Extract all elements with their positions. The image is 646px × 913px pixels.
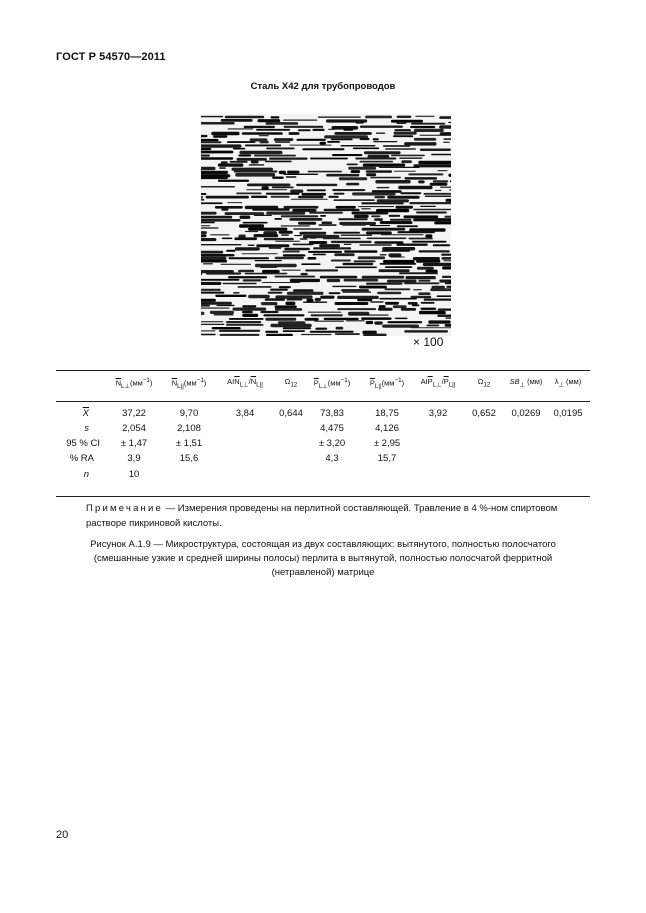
row-label-n: n (83, 469, 89, 480)
figure-caption-line-1: Рисунок А.1.9 — Микроструктура, состоящая из двух составляющих: вытянутого, полностью полосчатого (90, 539, 556, 550)
table-cell: ± 3,20 (318, 438, 346, 449)
col-header-n-l-perp: $\overline{N}_{L\perp}(мм^{-1})$ (115, 377, 153, 390)
table-cell: ± 1,51 (175, 438, 203, 449)
table-header-divider (56, 401, 590, 402)
table-cell: 0,652 (472, 408, 496, 419)
table-cell: 10 (128, 469, 140, 480)
figure-caption (70, 538, 576, 580)
table-cell: ± 1,47 (120, 438, 148, 449)
col-header-n-l-par: $\overline{N}_{L||}(мм^{-1})$ (171, 377, 207, 390)
table-cell: 4,475 (320, 423, 344, 434)
table-cell: 18,75 (375, 408, 399, 419)
row-label-ci: 95 % CI (66, 438, 100, 449)
document-standard-header: ГОСТ Р 54570—2011 (56, 51, 166, 63)
table-cell: 37,22 (122, 408, 146, 419)
measurement-table (56, 370, 590, 497)
col-header-p-l-par: $\overline{P}_{L||}(мм^{-1})$ (369, 377, 405, 390)
microstructure-image (201, 114, 451, 336)
table-note (86, 502, 596, 531)
note-text: — Измерения проведены на перлитной составляющей. Травление в 4 %-ном спиртовом растворе пикриновой кислоты. (86, 503, 558, 529)
table-cell: 73,83 (320, 408, 344, 419)
row-label-ra: % RA (69, 453, 94, 464)
col-header-lambda: $\lambda_\perp$ (мм) (554, 377, 582, 389)
row-label-s: s (84, 423, 89, 434)
table-cell: 2,108 (177, 423, 201, 434)
table-cell: 4,126 (375, 423, 399, 434)
figure-caption-line-2: (смешанные узкие и средней ширины полосы) перлита в вытянутой, полностью полосчатой ферритной (93, 553, 553, 564)
col-header-ai-p: $AI\overline{P}_{L\perp}/\overline{P}_{L||}$ (420, 377, 456, 389)
table-cell: 0,644 (279, 408, 303, 419)
row-label-mean: $\overline{X}$ (82, 408, 89, 419)
figure-top-caption: Сталь Х42 для трубопроводов (250, 81, 396, 92)
table-cell: 15,7 (377, 453, 397, 464)
table-cell: 9,70 (179, 408, 199, 419)
table-cell: 3,92 (428, 408, 448, 419)
table-cell: 4,3 (325, 453, 339, 464)
figure-caption-line-3: (нетравленой) матрице (271, 567, 375, 578)
col-header-sb: $SB_\perp$ (мм) (509, 377, 543, 389)
table-cell: 0,0269 (511, 408, 541, 419)
col-header-p-l-perp: $\overline{P}_{L\perp}(мм^{-1})$ (313, 377, 351, 390)
col-header-omega-12-a: $\Omega_{12}$ (284, 377, 298, 389)
table-cell: 0,0195 (553, 408, 583, 419)
table-cell: 3,84 (235, 408, 255, 419)
col-header-ai-n: $AI\overline{N}_{L\perp}/\overline{N}_{L||}$ (227, 377, 263, 389)
magnification-label: × 100 (413, 335, 444, 349)
table-cell: 2,054 (122, 423, 146, 434)
col-header-omega-12-b: $\Omega_{12}$ (477, 377, 491, 389)
page-number: 20 (56, 829, 69, 841)
table-cell: 15,6 (179, 453, 199, 464)
table-cell: ± 2,95 (373, 438, 401, 449)
note-label: Примечание (86, 503, 163, 514)
table-cell: 3,9 (127, 453, 141, 464)
